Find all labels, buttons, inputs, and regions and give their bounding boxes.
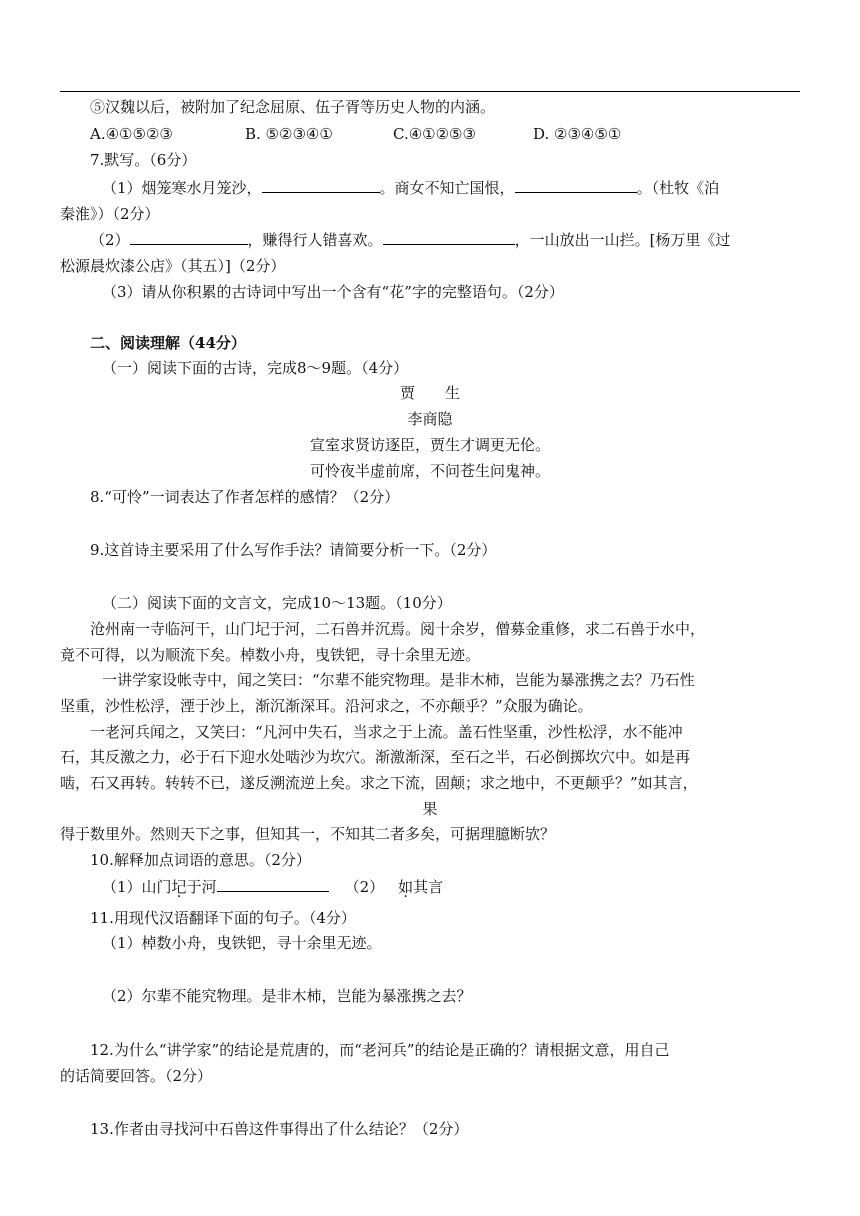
question-10: 10.解释加点词语的意思。（2分） [90,851,311,869]
question-13: 13.作者由寻找河中石兽这件事得出了什么结论？（2分） [90,1120,469,1138]
poem-line-1: 宣室求贤访逐臣，贾生才调更无伦。 [309,436,550,454]
question-9: 9.这首诗主要采用了什么写作手法？请简要分析一下。（2分） [90,541,497,559]
answer-blank[interactable] [383,230,515,245]
q11-item-1: （1）棹数小舟，曳铁钯，寻十余里无迹。 [102,934,382,952]
answer-blank[interactable] [262,178,380,193]
q7-line-1-cont: 秦淮》）（2分） [60,205,160,223]
q7-line-2: （2） ，赚得行人错喜欢。 ，一山放出一山拦。[杨万里《过 [90,231,731,249]
header-rule [60,91,800,92]
question-7: 7.默写。（6分） [90,151,197,169]
passage-p3-line-1: 一老河兵闻之，又笑曰：“凡河中失石，当求之于上流。盖石性坚重，沙性松浮，水不能冲 [90,723,683,741]
q7-line-1: （1）烟笼寒水月笼沙， 。商女不知亡国恨， 。（杜牧《泊 [102,179,720,197]
answer-blank[interactable] [515,178,637,193]
passage-p2-line-1: 一讲学家设帐寺中，闻之笑曰：“尔辈不能究物理。是非木柿，岂能为暴涨携之去？乃石性 [102,671,695,689]
option-a: A.④①⑤②③ [90,125,173,143]
options-row [90,124,830,144]
option-b: B. ⑤②③④① [245,125,333,143]
q7-line-3: （3）请从你积累的古诗词中写出一个含有“花”字的完整语句。（2分） [102,283,564,301]
part-1-heading: （一）阅读下面的古诗，完成8～9题。（4分） [102,359,409,377]
option-d: D. ②③④⑤① [533,125,622,143]
part-2-heading: （二）阅读下面的文言文，完成10～13题。（10分） [102,594,452,612]
dotted-word: 如 [398,878,414,896]
passage-p3-line-2: 石，其反激之力，必于石下迎水处啮沙为坎穴。渐激渐深，至石之半，石必倒掷坎穴中。如是再 [60,748,691,766]
poem-title: 贾 生 [399,384,460,402]
section-2-heading: 二、阅读理解（44分） [90,334,246,352]
option-c: C.④①②⑤③ [393,125,476,143]
q7-line-2-cont: 松源晨炊漆公店》（其五）]（2分） [60,257,286,275]
question-12-line-2: 的话简要回答。（2分） [60,1067,213,1085]
poem-line-2: 可怜夜半虚前席，不问苍生问鬼神。 [309,462,550,480]
item-5: ⑤汉魏以后，被附加了纪念屈原、伍子胥等历史人物的内涵。 [90,98,496,116]
question-8: 8.“可怜”一词表达了作者怎样的感情？（2分） [90,488,400,506]
passage-p1-line-1: 沧州南一寺临河干，山门圮于河，二石兽并沉焉。阅十余岁，僧募金重修，求二石兽于水中， [90,620,706,638]
question-11: 11.用现代汉语翻译下面的句子。（4分） [90,909,356,927]
q11-item-2: （2）尔辈不能究物理。是非木柿，岂能为暴涨携之去？ [102,987,472,1005]
dotted-word: 圮 [171,878,187,896]
passage-p1-line-2: 竟不可得，以为顺流下矣。棹数小舟，曳铁钯，寻十余里无迹。 [60,646,481,664]
passage-p3-line-4: 得于数里外。然则天下之事，但知其一，不知其二者多矣，可据理臆断欤？ [60,825,556,843]
poem-author: 李商隐 [407,410,453,428]
answer-blank[interactable] [217,877,329,892]
q10-items: （1）山门圮于河 （2） 如其言 [102,878,444,896]
question-12-line-1: 12.为什么“讲学家”的结论是荒唐的，而“老河兵”的结论是正确的？请根据文意，用自己 [90,1041,670,1059]
answer-blank[interactable] [130,230,248,245]
passage-p3-line-3: 啮，石又再转。转转不已，遂反溯流逆上矣。求之下流，固颠；求之地中，不更颠乎？”如其言， [60,774,698,792]
passage-p2-line-2: 坚重，沙性松浮，湮于沙上，渐沉渐深耳。沿河求之，不亦颠乎？”众服为确论。 [60,697,593,715]
passage-p3-guo: 果 [422,800,438,818]
